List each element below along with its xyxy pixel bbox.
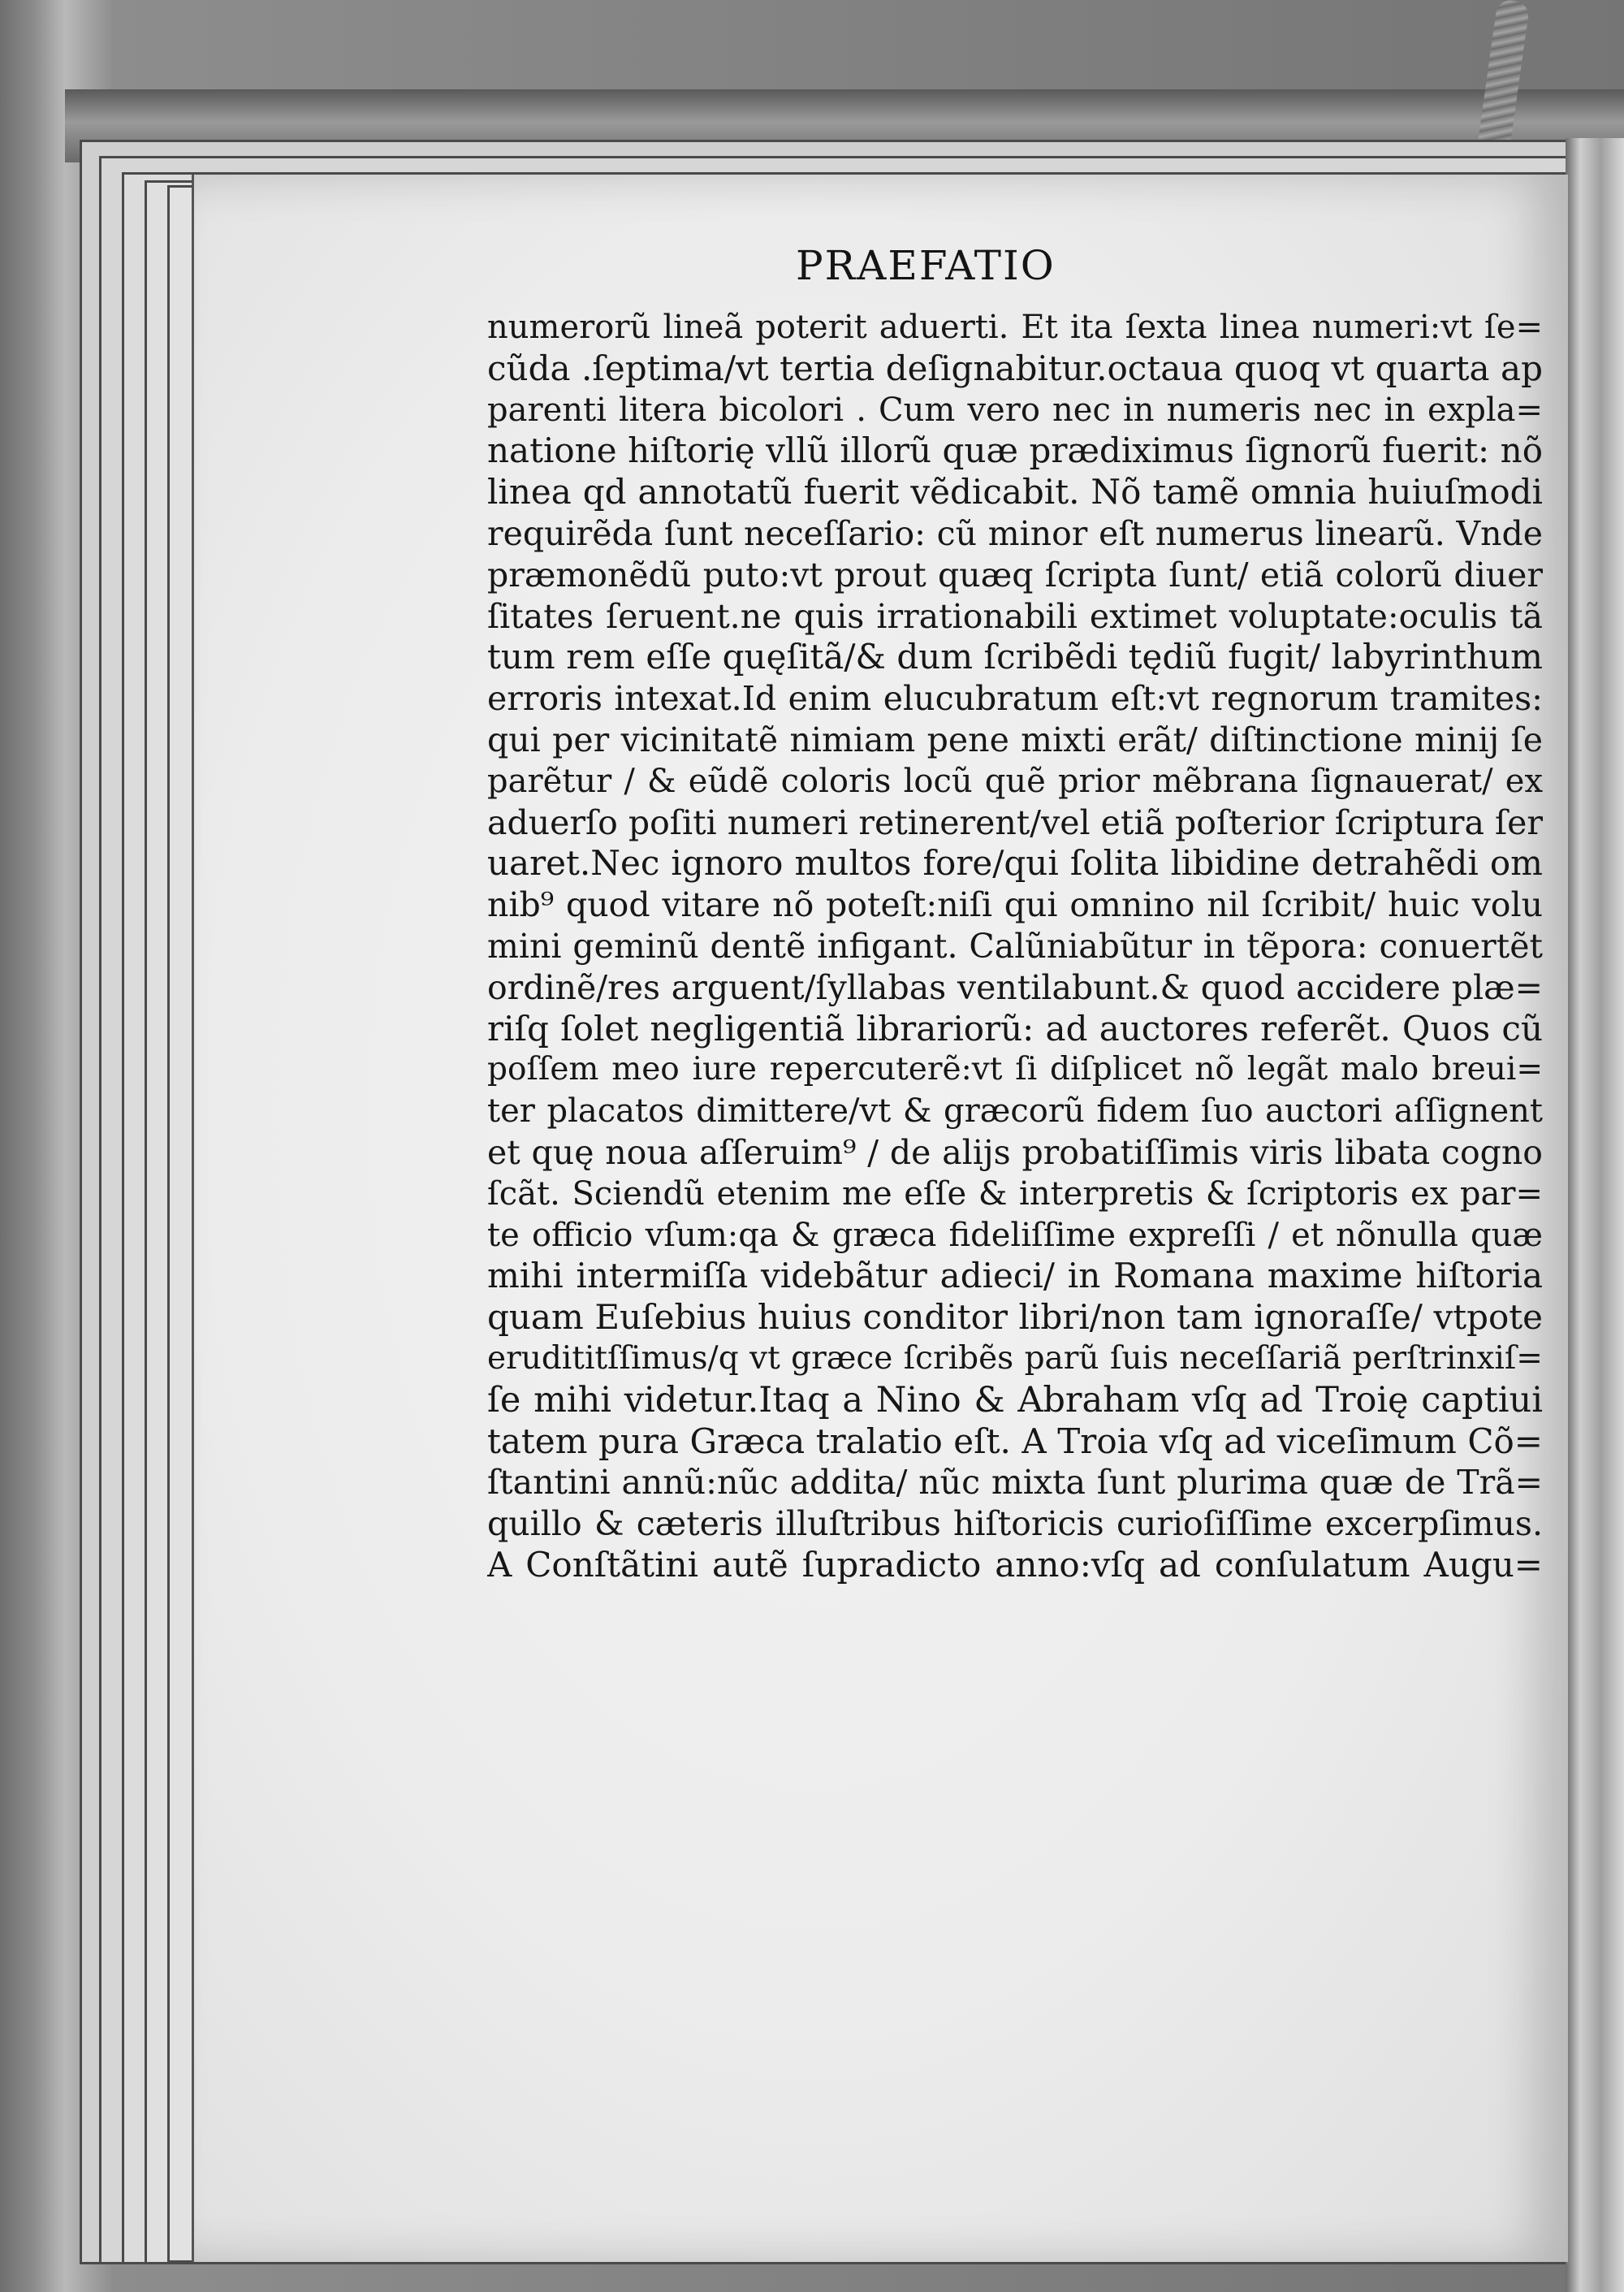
opposite-page-fore-edge	[1566, 138, 1624, 2292]
running-head: PRAEFATIO	[796, 242, 1056, 289]
text-line: aduerſo poſiti numeri retinerent/vel etiã poſterior ſcriptura ſer	[487, 802, 1543, 842]
text-line: numerorũ lineã poterit aduerti. Et ita ſexta linea numeri:vt ſe=	[487, 309, 1543, 346]
text-line: nib⁹ quod vitare nõ poteſt:niſi qui omnino nil ſcribit/ huic volu	[487, 885, 1543, 925]
text-line: ſtantini annũ:nũc addita/ nũc mixta ſunt plurima quæ de Trã=	[487, 1463, 1543, 1503]
text-line: te officio vſum:qa & græca fideliſſime expreſſi / et nõnulla quæ	[487, 1216, 1543, 1254]
text-line: natione hiſtorię vllũ illorũ quæ prædiximus ſignorũ fuerit: nõ	[487, 430, 1543, 471]
text-line: erroris intexat.Id enim elucubratum eſt:vt regnorum tramites:	[487, 679, 1543, 719]
text-line: tatem pura Græca tralatio eſt. A Troia vſq ad viceſimum Cõ=	[487, 1421, 1543, 1461]
text-line: cũda .ſeptima/vt tertia deſignabitur.octaua quoq vt quarta ap	[487, 348, 1543, 388]
text-line: præmonẽdũ puto:vt prout quæq ſcripta ſunt/ etiã colorũ diuer	[487, 555, 1543, 595]
text-line: quillo & cæteris illuſtribus hiſtoricis curioſiſſime excerpſimus.	[487, 1504, 1543, 1544]
text-line: et quę noua aſſeruim⁹ / de alijs probatiſſimis viris libata cogno	[487, 1132, 1543, 1172]
body-text	[487, 307, 1543, 1586]
text-line: quam Euſebius huius conditor libri/non tam ignoraſſe/ vtpote	[487, 1297, 1543, 1338]
text-line: ordinẽ/res arguent/ſyllabas ventilabunt.& quod accidere plæ=	[487, 967, 1543, 1007]
text-line: uaret.Nec ignoro multos fore/qui ſolita libidine detrahẽdi om	[487, 843, 1543, 884]
text-line: linea qd annotatũ fuerit vẽdicabit. Nõ tamẽ omnia huiuſmodi	[487, 472, 1543, 512]
text-line: ſe mihi videtur.Itaq a Nino & Abraham vſq ad Troię captiui	[487, 1379, 1543, 1421]
text-line: tum rem eſſe quęſitã/& dum ſcribẽdi tędiũ fugit/ labyrinthum	[487, 637, 1543, 677]
text-line: mini geminũ dentẽ infigant. Calũniabũtur in tẽpora: conuertẽt	[487, 926, 1543, 966]
text-line: requirẽda ſunt neceſſario: cũ minor eſt numerus linearũ. Vnde	[487, 513, 1543, 553]
text-line: ſitates ſeruent.ne quis irrationabili extimet voluptate:oculis tã	[487, 596, 1543, 636]
text-line: A Conſtãtini autẽ ſupradicto anno:vſq ad conſulatum Augu=	[487, 1544, 1543, 1585]
text-line: qui per vicinitatẽ nimiam pene mixti erãt/ diſtinctione minij ſe	[487, 720, 1543, 759]
text-line: poſſem meo iure repercuterẽ:vt ſi diſplicet nõ legãt malo breui=	[487, 1051, 1543, 1088]
text-line: ſcãt. Sciendũ etenim me eſſe & interpretis & ſcriptoris ex par=	[487, 1174, 1543, 1213]
text-line: parẽtur / & eũdẽ coloris locũ quẽ prior mẽbrana ſignauerat/ ex	[487, 762, 1543, 800]
text-line: parenti litera bicolori . Cum vero nec in numeris nec in expla=	[487, 391, 1543, 429]
text-line: mihi intermiſſa videbãtur adieci/ in Romana maxime hiſtoria	[487, 1256, 1543, 1296]
text-line: ter placatos dimittere/vt & græcorũ fidem ſuo auctori aſſignent	[487, 1092, 1543, 1131]
text-line: erudititſſimus/q vt græce ſcribẽs parũ ſuis neceſſariã perſtrinxiſ=	[487, 1339, 1543, 1377]
text-line: riſq ſolet negligentiã librariorũ: ad auctores referẽt. Quos cũ	[487, 1008, 1543, 1049]
